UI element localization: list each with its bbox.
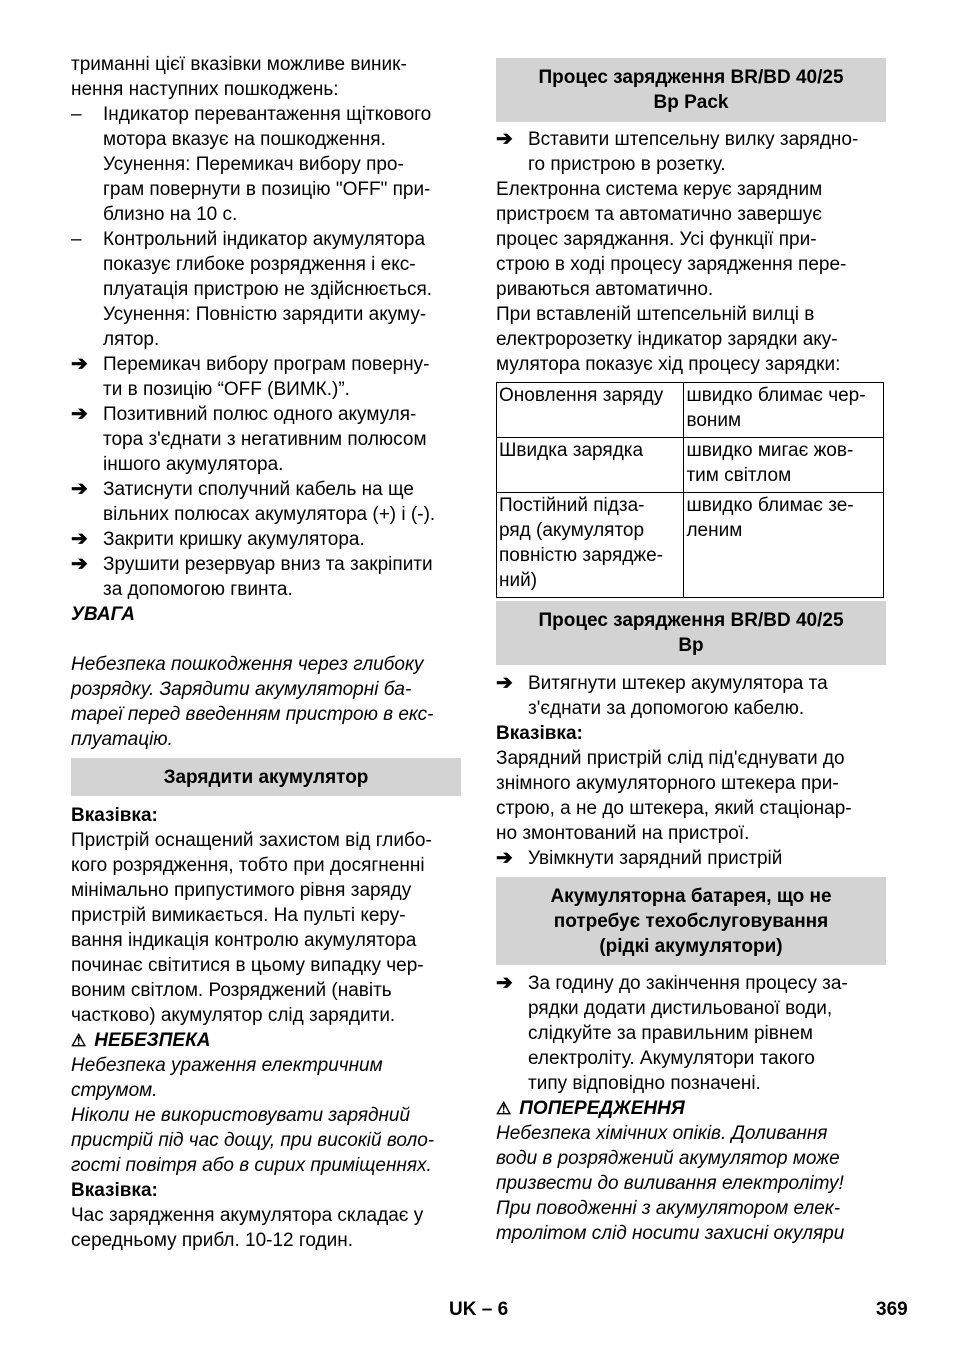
list-item-text: Закрити кришку акумулятора. [103, 529, 365, 550]
dash-bullet: – [71, 104, 82, 125]
text-line: пристрій вимикається. На пульті керу- [71, 905, 406, 926]
table-cell [497, 438, 684, 493]
text-line: но змонтований на пристрої. [496, 823, 750, 844]
attention-text: плуатацію. [71, 729, 173, 750]
list-item-text: електроліту. Акумулятори такого [528, 1048, 815, 1069]
text-line: Пристрій оснащений захистом від глибо- [71, 830, 432, 851]
section-heading-line: Bp Pack [653, 92, 729, 113]
text-line: триманні цієї вказівки можливе виник- [71, 54, 407, 75]
table-row [497, 383, 884, 438]
arrow-icon: ➔ [496, 128, 513, 150]
list-item-text: Увімкнути зарядний пристрій [528, 848, 783, 869]
attention-text: тареї перед введенням пристрою в екс- [71, 704, 434, 725]
list-item-text: Усунення: Перемикач вибору про- [103, 154, 404, 175]
warning-text: призвести до виливання електроліту! [496, 1173, 844, 1194]
cell-line: леним [686, 520, 743, 541]
list-item-text: вільних полюсах акумулятора (+) і (-). [103, 504, 436, 525]
text-line: Зарядний пристрій слід під'єднувати до [496, 748, 845, 769]
charge-indicator-table [496, 382, 884, 598]
arrow-icon: ➔ [71, 403, 88, 425]
cell-line: повністю зарядже- [499, 545, 664, 566]
list-item-text: грам повернути в позицію "OFF" при- [103, 179, 431, 200]
table-cell [497, 383, 684, 438]
section-heading-line: (рідкі акумулятори) [599, 935, 783, 957]
section-heading [71, 758, 461, 796]
cell-line: ряд (акумулятор [499, 520, 645, 541]
list-item-text: го пристрою в розетку. [528, 154, 726, 175]
section-heading-line: Зарядити акумулятор [163, 766, 369, 788]
list-item-text: близно на 10 с. [103, 204, 238, 225]
section-heading-line: Процес зарядження BR/BD 40/25 [538, 610, 844, 631]
cell-line: Оновлення заряду [499, 385, 664, 406]
text-line: частково) акумулятор слід зарядити. [71, 1005, 396, 1026]
section-heading [496, 877, 886, 965]
arrow-icon: ➔ [496, 972, 513, 994]
note-label: Вказівка: [496, 723, 583, 744]
cell-line: швидко мигає жов- [686, 440, 854, 461]
text-line: процес заряджання. Усі функції при- [496, 229, 817, 250]
table-row [497, 438, 884, 493]
list-item-text: Позитивний полюс одного акумуля- [103, 404, 417, 425]
table-row [497, 493, 884, 598]
danger-text: гості повітря або в сирих приміщеннях. [71, 1155, 432, 1176]
list-item-text: Витягнути штекер акумулятора та [528, 673, 828, 694]
warning-label: ПОПЕРЕДЖЕННЯ [519, 1098, 685, 1119]
list-item-text: показує глибоке розрядження і екс- [103, 254, 416, 275]
attention-text: розрядку. Зарядити акумуляторні ба- [71, 679, 412, 700]
warning-text: тролітом слід носити захисні окуляри [496, 1223, 845, 1244]
cell-line: Швидка зарядка [499, 440, 644, 461]
danger-text: Ніколи не використовувати зарядний [71, 1105, 411, 1126]
section-heading-line: Процес зарядження BR/BD 40/25 [538, 67, 844, 88]
table-cell [497, 493, 684, 598]
note-label: Вказівка: [71, 1180, 158, 1201]
section-heading-line: Акумуляторна батарея, що не [550, 885, 832, 907]
danger-label: НЕБЕЗПЕКА [94, 1030, 211, 1051]
cell-line: Постійний підза- [499, 495, 645, 516]
text-line: середньому прибл. 10-12 годин. [71, 1230, 354, 1251]
text-line: воним світлом. Розряджений (навіть [71, 980, 392, 1001]
list-item-text: За годину до закінчення процесу за- [528, 973, 848, 994]
danger-text: Небезпека ураження електричним [71, 1055, 383, 1076]
text-line: кого розрядження, тобто при досягненні [71, 855, 425, 876]
list-item-text: мотора вказує на пошкодження. [103, 129, 386, 150]
table-cell [684, 383, 884, 438]
table-cell [684, 438, 884, 493]
text-line: При вставленій штепсельній вилці в [496, 304, 815, 325]
section-heading [496, 601, 886, 665]
dash-bullet: – [71, 229, 82, 250]
danger-text: струмом. [71, 1080, 158, 1101]
list-item-text: плуатація пристрою не здійснюється. [103, 279, 433, 300]
list-item-text: ти в позицію “OFF (ВИМК.)”. [103, 379, 350, 400]
danger-text: пристрій під час дощу, при високій воло- [71, 1130, 435, 1151]
warning-triangle-icon: ⚠ [496, 1099, 512, 1118]
text-line: строю в ході процесу зарядження пере- [496, 254, 847, 275]
text-line: нення наступних пошкоджень: [71, 79, 339, 100]
text-line: електророзетку індикатор зарядки аку- [496, 329, 838, 350]
cell-line: воним [686, 410, 742, 431]
danger-heading [71, 1028, 210, 1053]
text-line: строю, а не до штекера, який стаціонар- [496, 798, 852, 819]
attention-text: Небезпека пошкодження через глибоку [71, 654, 424, 675]
text-line: мулятора показує хід процесу зарядки: [496, 354, 841, 375]
list-item-text: лятор. [103, 329, 160, 350]
text-line: починає світитися в цьому випадку чер- [71, 955, 424, 976]
cell-line: швидко блимає чер- [686, 385, 866, 406]
list-item-text: іншого акумулятора. [103, 454, 284, 475]
section-heading-line: потребує техобслуговування [553, 910, 829, 932]
text-line: Електронна система керує зарядним [496, 179, 823, 200]
arrow-icon: ➔ [71, 553, 88, 575]
text-line: вання індикація контролю акумулятора [71, 930, 417, 951]
table-cell [684, 493, 884, 598]
arrow-icon: ➔ [496, 847, 513, 869]
warning-heading [496, 1096, 685, 1121]
warning-text: води в розряджений акумулятор може [496, 1148, 840, 1169]
arrow-icon: ➔ [71, 528, 88, 550]
text-line: пристроєм та автоматично завершує [496, 204, 822, 225]
list-item-text: слідкуйте за правильним рівнем [528, 1023, 813, 1044]
section-heading-line: Bp [678, 635, 704, 656]
attention-label: УВАГА [71, 604, 136, 625]
arrow-icon: ➔ [71, 478, 88, 500]
list-item-text: за допомогою гвинта. [103, 579, 293, 600]
warning-text: Небезпека хімічних опіків. Доливання [496, 1123, 828, 1144]
warning-triangle-icon: ⚠ [71, 1031, 87, 1050]
footer-section-label: UK – 6 [449, 1299, 509, 1320]
note-label: Вказівка: [71, 805, 158, 826]
cell-line: швидко блимає зе- [686, 495, 854, 516]
list-item-text: Перемикач вибору програм поверну- [103, 354, 430, 375]
cell-line: ний) [499, 570, 538, 591]
list-item-text: з'єднати за допомогою кабелю. [528, 698, 805, 719]
page-number: 369 [876, 1299, 908, 1320]
text-line: Час зарядження акумулятора складає у [71, 1205, 424, 1226]
text-line: знімного акумуляторного штекера при- [496, 773, 839, 794]
list-item-text: Зрушити резервуар вниз та закріпити [103, 554, 433, 575]
list-item-text: Контрольний індикатор акумулятора [103, 229, 426, 250]
list-item-text: рядки додати дистильованої води, [528, 998, 833, 1019]
cell-line: тим світлом [686, 465, 792, 486]
list-item-text: типу відповідно позначені. [528, 1073, 761, 1094]
warning-text: При поводженні з акумулятором елек- [496, 1198, 841, 1219]
section-heading [496, 58, 886, 122]
list-item-text: Індикатор перевантаження щіткового [103, 104, 432, 125]
arrow-icon: ➔ [496, 672, 513, 694]
arrow-icon: ➔ [71, 353, 88, 375]
text-line: риваються автоматично. [496, 279, 714, 300]
list-item-text: Усунення: Повністю зарядити акуму- [103, 304, 427, 325]
list-item-text: тора з'єднати з негативним полюсом [103, 429, 427, 450]
list-item-text: Затиснути сполучний кабель на ще [103, 479, 414, 500]
list-item-text: Вставити штепсельну вилку зарядно- [528, 129, 859, 150]
text-line: мінімально припустимого рівня заряду [71, 880, 412, 901]
